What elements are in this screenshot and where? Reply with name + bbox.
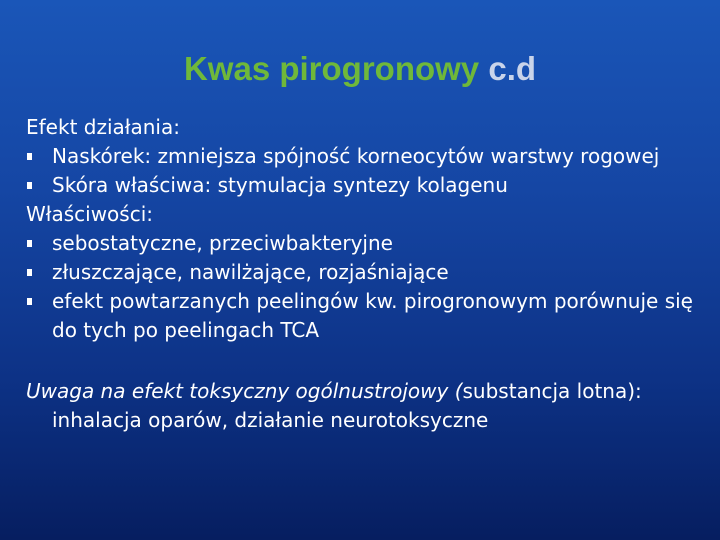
bullet-item	[26, 258, 714, 287]
warning-note-regular: substancja lotna): inhalacja oparów, działanie neurotoksyczne	[52, 379, 642, 432]
square-bullet-icon	[27, 269, 32, 276]
square-bullet-icon	[27, 240, 32, 247]
bullet-text: efekt powtarzanych peelingów kw. pirogronowym porównuje się do tych po peelingach TCA	[52, 289, 693, 342]
square-bullet-icon	[27, 298, 32, 305]
slide-content	[26, 113, 714, 435]
bullet-item	[26, 229, 714, 258]
warning-note-italic: Uwaga na efekt toksyczny ogólnustrojowy (	[26, 379, 463, 403]
slide-title	[0, 50, 720, 88]
bullet-item	[26, 142, 714, 171]
section-heading-effect: Efekt działania:	[26, 115, 180, 139]
spacer	[26, 345, 714, 377]
bullet-text: Skóra właściwa: stymulacja syntezy kolagenu	[52, 173, 508, 197]
warning-note	[26, 377, 714, 435]
bullet-text: Naskórek: zmniejsza spójność korneocytów warstwy rogowej	[52, 144, 660, 168]
bullet-text: sebostatyczne, przeciwbakteryjne	[52, 231, 393, 255]
title-suffix: c.d	[488, 50, 537, 87]
bullet-item	[26, 171, 714, 200]
bullet-item	[26, 287, 714, 345]
square-bullet-icon	[27, 153, 32, 160]
square-bullet-icon	[27, 182, 32, 189]
title-main: Kwas pirogronowy	[183, 50, 480, 87]
bullet-text: złuszczające, nawilżające, rozjaśniające	[52, 260, 449, 284]
section-heading-properties: Właściwości:	[26, 202, 153, 226]
